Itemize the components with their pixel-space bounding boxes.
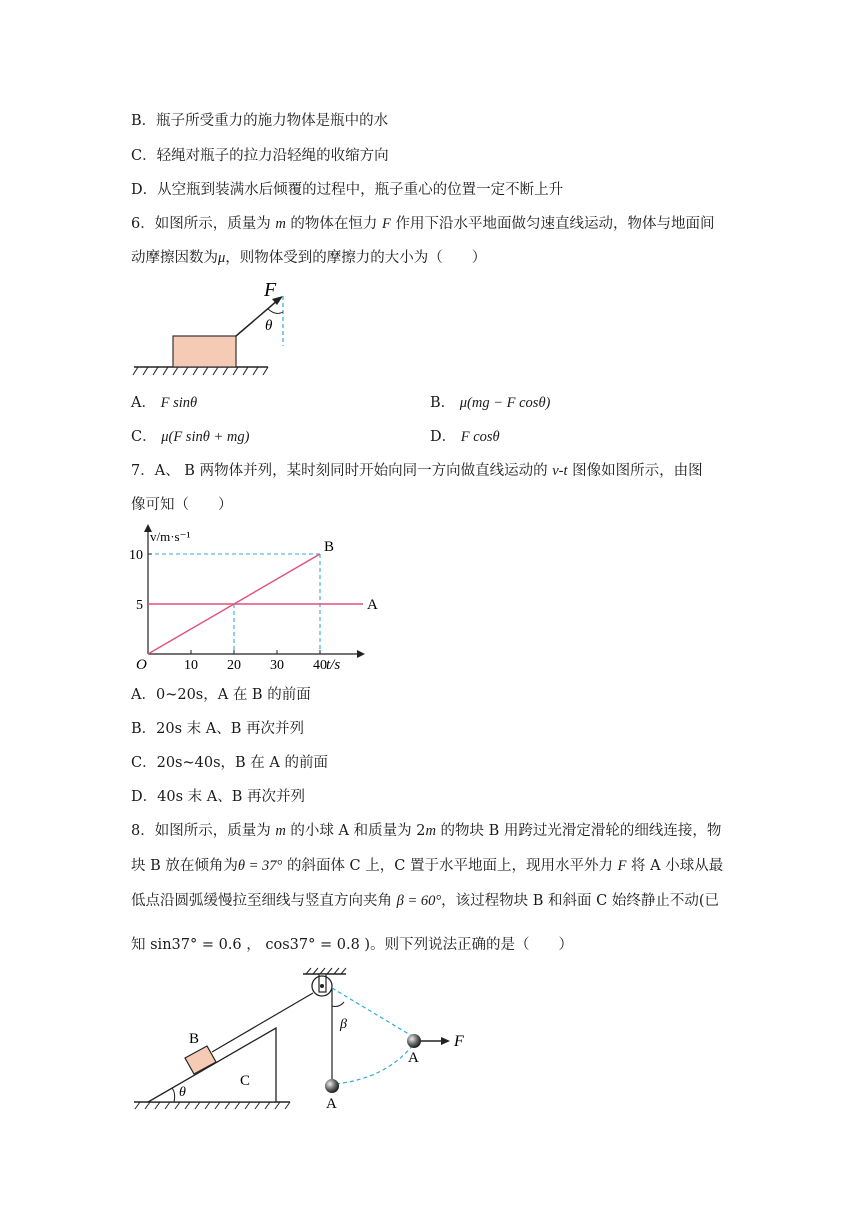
option-d-label: D． <box>430 429 457 445</box>
q6-force-symbol: F <box>382 216 391 232</box>
q8-trig-values: sin37° = 0.6 ， cos37° = 0.8 <box>150 937 360 953</box>
q8-force-symbol: F <box>617 858 627 874</box>
arc-path <box>336 1046 412 1084</box>
ball-a-low-label: A <box>326 1096 337 1112</box>
block <box>173 336 236 367</box>
option-a-expression: F sinθ <box>160 395 198 411</box>
block-b-label: B <box>189 1031 200 1047</box>
q8-stem-text: 将 A 小球从最 <box>626 858 724 874</box>
q7-stem-text: 图像如图所示，由图 <box>567 463 703 479</box>
q8-stem-text: 的物块 B 用跨过光滑定滑轮的细线连接，物 <box>435 823 722 839</box>
q8-beta-equation: β = 60° <box>396 893 442 909</box>
y-tick-label: 10 <box>129 548 143 563</box>
x-tick-label: 20 <box>227 658 241 673</box>
option-a-label: A． <box>131 395 156 411</box>
q8-stem-text: 的小球 A 和质量为 2 <box>285 823 426 839</box>
option-b-expression: μ(mg − F cosθ) <box>459 395 551 411</box>
vt-chart-svg <box>128 528 378 676</box>
q8-stem-text: 8．如图所示，质量为 <box>131 823 276 839</box>
angle-arc <box>268 309 283 313</box>
force-label: F <box>454 1033 464 1050</box>
q8-stem-line-1 <box>131 821 721 841</box>
q8-theta-equation: θ = 37° <box>237 858 283 874</box>
q5-option-c: C．轻绳对瓶子的拉力沿轻绳的收缩方向 <box>131 148 389 164</box>
q7-option-a: A．0~20s，A 在 B 的前面 <box>131 687 311 703</box>
option-c-label: C． <box>131 429 157 445</box>
series-lines <box>148 539 378 654</box>
series-label-B: B <box>324 539 335 555</box>
y-tick-label: 5 <box>136 598 143 613</box>
q8-mass-symbol: m <box>425 823 436 839</box>
force-label: F <box>264 279 277 301</box>
q7-stem-line-1 <box>131 461 703 481</box>
angle-label: θ <box>265 318 273 334</box>
option-b-label: B． <box>430 395 456 411</box>
q8-mass-symbol: m <box>275 823 286 839</box>
q6-option-b <box>430 393 550 413</box>
q8-figure <box>128 966 478 1116</box>
q6-stem-text: 的物体在恒力 <box>285 216 383 232</box>
q6-figure <box>128 278 288 383</box>
option-c-expression: μ(F sinθ + mg) <box>161 429 250 445</box>
theta-label: θ <box>179 1085 186 1100</box>
q8-stem-text: 知 <box>131 937 151 953</box>
q6-stem-text: 6．如图所示，质量为 <box>131 216 276 232</box>
incline-c <box>148 1028 276 1102</box>
q8-stem-line-3 <box>131 891 719 911</box>
incline-c-label: C <box>240 1073 251 1089</box>
q6-option-a <box>131 393 197 413</box>
force-arrowhead <box>441 1037 450 1045</box>
ground-hatch <box>135 1102 290 1109</box>
q6-stem-line-2 <box>131 248 486 268</box>
q7-option-d: D．40s 末 A、B 再次并列 <box>131 789 305 805</box>
q5-option-b: B．瓶子所受重力的施力物体是瓶中的水 <box>131 113 389 129</box>
q8-stem-text: 块 B 放在倾角为 <box>131 858 238 874</box>
ground-hatch <box>133 367 268 375</box>
x-tick-label: 30 <box>270 658 284 673</box>
pulley-axle <box>320 984 324 988</box>
q5-option-d: D．从空瓶到装满水后倾覆的过程中，瓶子重心的位置一定不断上升 <box>131 182 564 198</box>
series-label-A: A <box>367 597 378 613</box>
q7-option-b: B．20s 末 A、B 再次并列 <box>131 721 305 737</box>
ball-a-low <box>325 1079 339 1093</box>
ball-a-displaced <box>407 1034 421 1048</box>
q6-stem-text: 作用下沿水平地面做匀速直线运动，物体与地面间 <box>390 216 715 232</box>
q6-block-diagram <box>128 278 288 383</box>
x-axis-label: t/s <box>326 657 341 673</box>
y-axis-label: v/m·s⁻¹ <box>150 529 191 544</box>
ceiling-hatch <box>306 968 346 974</box>
q6-option-c <box>131 427 249 447</box>
q7-option-c: C．20s~40s，B 在 A 的前面 <box>131 755 328 771</box>
origin-label: O <box>136 657 147 673</box>
q7-stem-text: 7．A、 B 两物体并列，某时刻同时开始向同一方向做直线运动的 <box>131 463 553 479</box>
x-axis-arrowhead <box>357 650 365 658</box>
q8-stem-text: )。则下列说法正确的是（ ） <box>359 937 574 953</box>
q8-stem-text: 的斜面体 C 上，C 置于水平地面上，现用水平外力 <box>282 858 618 874</box>
q6-stem-text: ，则物体受到的摩擦力的大小为（ ） <box>225 250 487 266</box>
q6-mu-symbol: μ <box>218 250 226 266</box>
q8-stem-text: 低点沿圆弧缓慢拉至细线与竖直方向夹角 <box>131 893 397 909</box>
q8-stem-line-2 <box>131 856 723 876</box>
q8-pulley-diagram <box>128 966 478 1116</box>
q6-option-d <box>430 427 500 447</box>
q7-stem-line-2: 像可知（ ） <box>131 497 233 513</box>
q6-stem-text: 动摩擦因数为 <box>131 250 218 266</box>
x-tick-label: 40 <box>313 658 327 673</box>
ball-a-high-label: A <box>408 1050 419 1066</box>
q6-stem-line-1 <box>131 214 715 234</box>
q7-vt-chart <box>128 528 378 676</box>
q8-stem-line-4 <box>131 935 573 955</box>
q8-stem-text: ，该过程物块 B 和斜面 C 始终静止不动(已 <box>441 893 720 909</box>
q6-mass-symbol: m <box>275 216 286 232</box>
x-tick-label: 10 <box>184 658 198 673</box>
q7-vt-symbol: v-t <box>552 463 568 479</box>
beta-label: β <box>340 1017 347 1032</box>
option-d-expression: F cosθ <box>460 429 500 445</box>
beta-arc <box>332 1002 344 1007</box>
